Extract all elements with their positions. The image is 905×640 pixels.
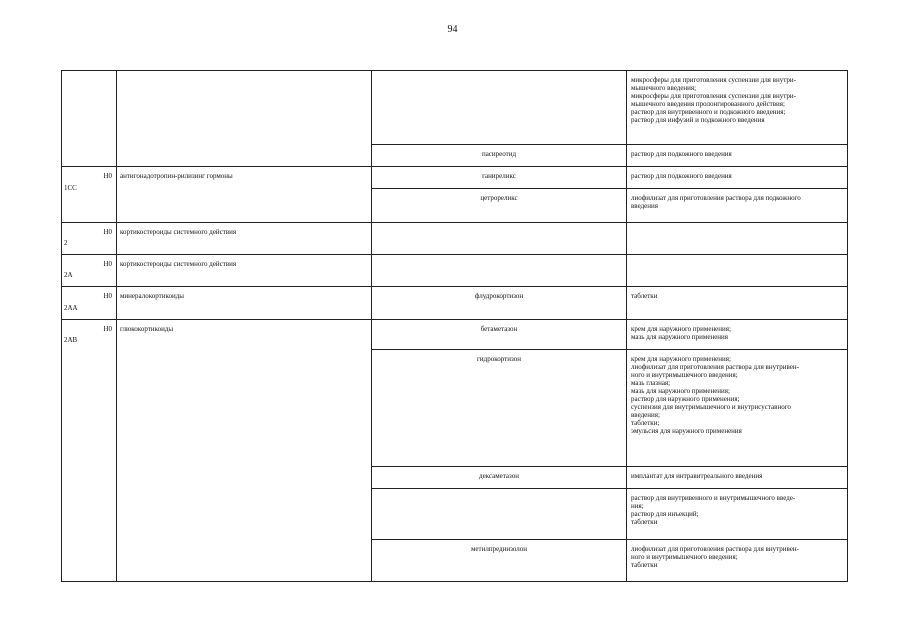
dosage-form-line: лиофилизат для приготовления раствора для внутривен-: [631, 363, 799, 371]
table-row: [62, 71, 848, 145]
dosage-form-cell: [627, 540, 848, 582]
dosage-form-line: введения;: [631, 411, 660, 419]
dosage-form-cell: [627, 145, 848, 167]
dosage-form-line: имплантат для интравитреального введения: [631, 472, 763, 480]
dosage-form-line: крем для наружного применения;: [631, 355, 731, 363]
atc-code-cell: [62, 167, 117, 223]
group-name-cell: кортикостероиды системного действия: [117, 255, 372, 287]
inn-cell: ганиреликс: [372, 167, 627, 189]
level-marker: H0: [103, 172, 112, 180]
table-row: [62, 223, 848, 255]
atc-code: 2: [64, 239, 68, 247]
dosage-form-line: эмульсия для наружного применения: [631, 427, 742, 435]
dosage-form-line: раствор для инфузий и подкожного введения: [631, 116, 765, 124]
dosage-form-line: таблетки: [631, 518, 658, 526]
dosage-form-line: мазь для наружного применения: [631, 333, 729, 341]
dosage-form-cell: [627, 71, 848, 145]
dosage-form-cell: [627, 320, 848, 350]
level-marker: H0: [103, 325, 112, 333]
atc-code: 2AB: [64, 336, 78, 344]
dosage-form-cell: [627, 287, 848, 320]
inn-cell: [372, 255, 627, 287]
atc-code: 1CC: [64, 184, 77, 192]
dosage-form-cell: [627, 467, 848, 489]
table-row: [62, 167, 848, 189]
atc-code-cell: [62, 223, 117, 255]
inn-cell: [372, 223, 627, 255]
dosage-form-cell: [627, 223, 848, 255]
atc-code-cell: [62, 320, 117, 582]
dosage-form-line: раствор для наружного применения;: [631, 395, 740, 403]
dosage-form-line: раствор для подкожного введения: [631, 150, 732, 158]
dosage-form-line: ного и внутримышечного введения;: [631, 553, 738, 561]
dosage-form-line: мазь глазная;: [631, 379, 671, 387]
inn-cell: дексаметазон: [372, 467, 627, 489]
inn-cell: [372, 71, 627, 145]
atc-code: 2AA: [64, 304, 78, 312]
dosage-form-cell: [627, 255, 848, 287]
dosage-form-line: лиофилизат для приготовления раствора для подкожного: [631, 194, 801, 202]
atc-code-cell: [62, 255, 117, 287]
dosage-form-line: таблетки: [631, 561, 658, 569]
level-marker: H0: [103, 292, 112, 300]
dosage-form-line: мазь для наружного применения;: [631, 387, 730, 395]
dosage-form-cell: [627, 489, 848, 540]
group-name-cell: минералокортикоиды: [117, 287, 372, 320]
dosage-form-line: введения: [631, 202, 658, 210]
dosage-form-line: суспензия для внутримышечного и внутрисуставного: [631, 403, 791, 411]
atc-code-cell: [62, 71, 117, 167]
table-row: [62, 320, 848, 350]
atc-code: 2A: [64, 271, 73, 279]
dosage-form-line: раствор для внутривенного и внутримышечного введе-: [631, 494, 796, 502]
group-name-cell: антигонадотропин-рилизинг гормоны: [117, 167, 372, 223]
dosage-form-line: микросферы для приготовления суспензии для внутри-: [631, 92, 796, 100]
inn-cell: гидрокортизон: [372, 350, 627, 467]
level-marker: H0: [103, 260, 112, 268]
dosage-form-line: мышечного введения пролонгированного действия;: [631, 100, 785, 108]
inn-cell: бетаметазон: [372, 320, 627, 350]
dosage-form-cell: [627, 189, 848, 223]
inn-cell: пасиреотид: [372, 145, 627, 167]
inn-cell: метилпреднизолон: [372, 540, 627, 582]
dosage-form-line: раствор для инъекций;: [631, 510, 699, 518]
dosage-form-cell: [627, 167, 848, 189]
dosage-form-cell: [627, 350, 848, 467]
inn-cell: цетрореликс: [372, 189, 627, 223]
dosage-form-line: микросферы для приготовления суспензии для внутри-: [631, 76, 796, 84]
dosage-form-line: лиофилизат для приготовления раствора для внутривен-: [631, 545, 799, 553]
atc-code-cell: [62, 287, 117, 320]
inn-cell: флудрокортизон: [372, 287, 627, 320]
drug-table: [61, 70, 848, 582]
dosage-form-line: ного и внутримышечного введения;: [631, 371, 738, 379]
dosage-form-line: таблетки: [631, 292, 658, 300]
table-row: [62, 287, 848, 320]
group-name-cell: [117, 71, 372, 167]
group-name-cell: кортикостероиды системного действия: [117, 223, 372, 255]
dosage-form-line: мышечного введения;: [631, 84, 697, 92]
dosage-form-line: ния;: [631, 502, 644, 510]
dosage-form-line: таблетки;: [631, 419, 660, 427]
page-number: 94: [447, 24, 458, 35]
inn-cell: [372, 489, 627, 540]
dosage-form-line: раствор для подкожного введения: [631, 172, 732, 180]
table-row: [62, 255, 848, 287]
dosage-form-line: раствор для внутривенного и подкожного введения;: [631, 108, 786, 116]
level-marker: H0: [103, 228, 112, 236]
dosage-form-line: крем для наружного применения;: [631, 325, 731, 333]
group-name-cell: глюкокортикоиды: [117, 320, 372, 582]
